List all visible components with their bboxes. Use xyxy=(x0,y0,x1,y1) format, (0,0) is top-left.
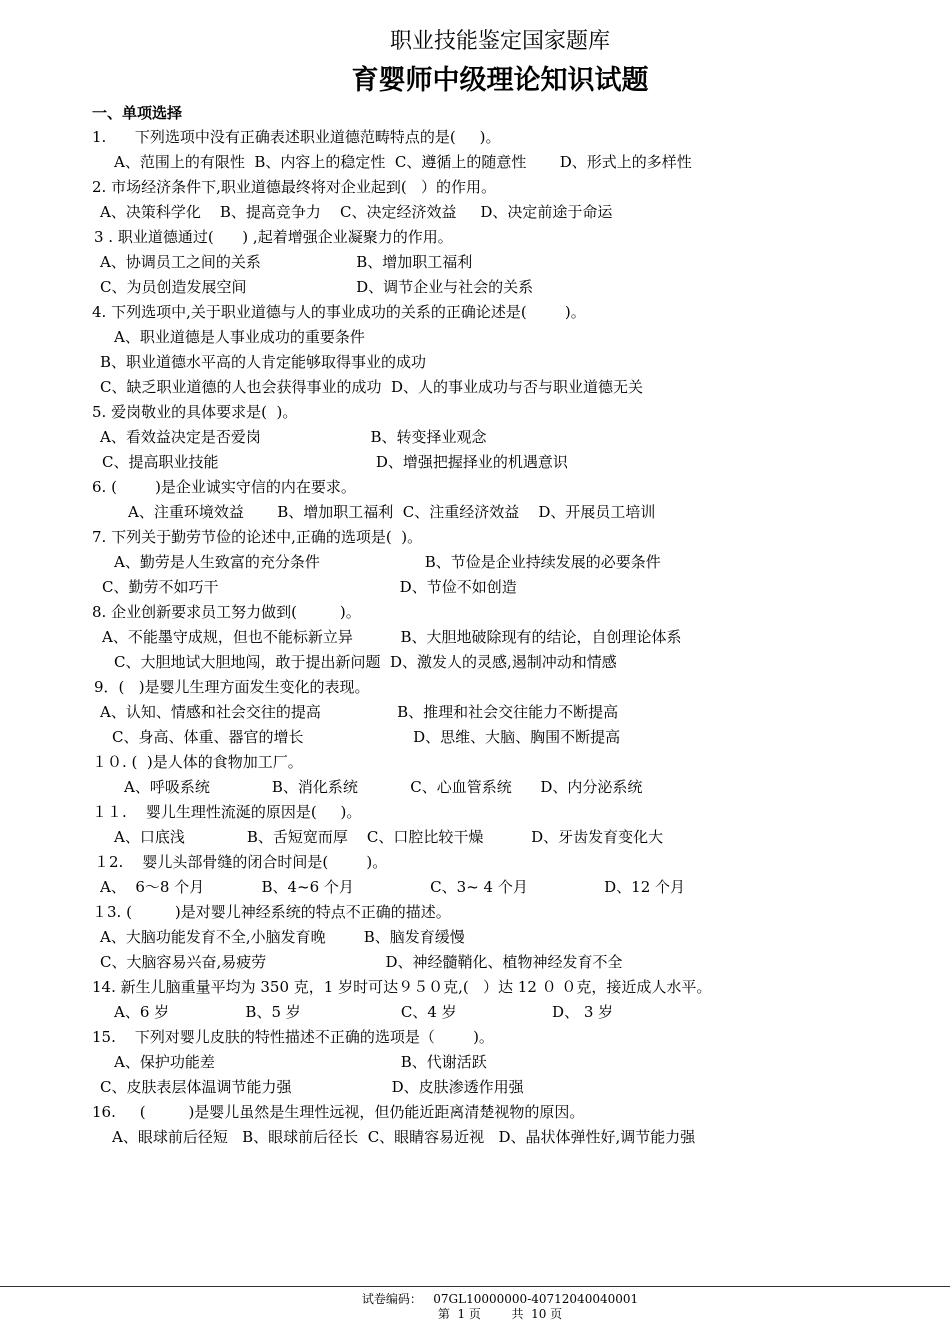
question-12-options: A、 6～8 个月 B、4~6 个月 C、3~ 4 个月 D、12 个月 xyxy=(100,878,686,896)
question-11-options: A、口底浅 B、舌短宽而厚 C、口腔比较干燥 D、牙齿发育变化大 xyxy=(114,828,664,846)
question-15-options-ab: A、保护功能差 B、代谢活跃 xyxy=(114,1053,487,1071)
question-7-options-cd: C、勤劳不如巧干 D、节俭不如创造 xyxy=(102,578,517,596)
question-5-options-cd: C、提高职业技能 D、增强把握择业的机遇意识 xyxy=(102,453,568,471)
question-4: 4. 下列选项中,关于职业道德与人的事业成功的关系的正确论述是( )。 xyxy=(92,303,586,321)
question-7: 7. 下列关于勤劳节俭的论述中,正确的选项是( )。 xyxy=(92,528,423,546)
question-15-options-cd: C、皮肤表层体温调节能力强 D、皮肤渗透作用强 xyxy=(100,1078,524,1096)
question-4-option-b: B、职业道德水平高的人肯定能够取得事业的成功 xyxy=(100,353,427,371)
question-6-options: A、注重环境效益 B、增加职工福利 C、注重经济效益 D、开展员工培训 xyxy=(128,503,656,521)
question-1-options: A、范围上的有限性 B、内容上的稳定性 C、遵循上的随意性 D、形式上的多样性 xyxy=(114,153,692,171)
question-3: 3 . 职业道德通过( ) ,起着增强企业凝聚力的作用。 xyxy=(94,228,453,246)
exam-subtitle: 育婴师中级理论知识试题 xyxy=(351,65,649,96)
question-10: １０. ( )是人体的食物加工厂。 xyxy=(92,753,303,771)
exam-code: 试卷编码： 07GL10000000-40712040040001 xyxy=(361,1292,639,1306)
question-12: １2. 婴儿头部骨缝的闭合时间是( )。 xyxy=(94,853,388,871)
question-4-options-cd: C、缺乏职业道德的人也会获得事业的成功 D、人的事业成功与否与职业道德无关 xyxy=(100,378,644,396)
question-4-option-a: A、职业道德是人事业成功的重要条件 xyxy=(114,328,365,346)
question-7-options-ab: A、勤劳是人生致富的充分条件 B、节俭是企业持续发展的必要条件 xyxy=(114,553,661,571)
question-5: 5. 爱岗敬业的具体要求是( )。 xyxy=(92,403,298,421)
question-13-options-ab: A、大脑功能发育不全,小脑发育晚 B、脑发育缓慢 xyxy=(100,928,465,946)
question-13: １3. ( )是对婴儿神经系统的特点不正确的描述。 xyxy=(92,903,451,921)
section-heading: 一、单项选择 xyxy=(92,104,183,122)
question-9-options-ab: A、认知、情感和社会交往的提高 B、推理和社会交往能力不断提高 xyxy=(100,703,619,721)
question-3-options-ab: A、协调员工之间的关系 B、增加职工福利 xyxy=(100,253,473,271)
document-title: 职业技能鉴定国家题库 xyxy=(389,29,610,54)
question-2: 2. 市场经济条件下,职业道德最终将对企业起到( ）的作用。 xyxy=(92,178,497,196)
footer-divider xyxy=(0,1286,950,1287)
question-2-options: A、决策科学化 B、提高竞争力 C、决定经济效益 D、决定前途于命运 xyxy=(100,203,613,221)
question-8: 8. 企业创新要求员工努力做到( )。 xyxy=(92,603,361,621)
page-number: 第 1 页 共 10 页 xyxy=(437,1307,563,1321)
question-3-options-cd: C、为员创造发展空间 D、调节企业与社会的关系 xyxy=(100,278,534,296)
question-14-options: A、6 岁 B、5 岁 C、4 岁 D、 3 岁 xyxy=(114,1003,614,1021)
question-8-options-ab: A、不能墨守成规，但也不能标新立异 B、大胆地破除现有的结论，自创理论体系 xyxy=(102,628,682,646)
question-8-options-cd: C、大胆地试大胆地闯，敢于提出新问题 D、激发人的灵感,遏制冲动和情感 xyxy=(114,653,617,671)
question-16-options: A、眼球前后径短 B、眼球前后径长 C、眼睛容易近视 D、晶状体弹性好,调节能力强 xyxy=(112,1128,696,1146)
question-16: 16. ( )是婴儿虽然是生理性远视，但仍能近距离清楚视物的原因。 xyxy=(92,1103,585,1121)
question-14: 14. 新生儿脑重量平均为 350 克，1 岁时可达９５０克,( ）达 12 ０ ０克，接近成人水平。 xyxy=(92,978,712,996)
question-15: 15. 下列对婴儿皮肤的特性描述不正确的选项是（ )。 xyxy=(92,1028,494,1046)
question-6: 6. ( )是企业诚实守信的内在要求。 xyxy=(92,478,356,496)
question-13-options-cd: C、大脑容易兴奋,易疲劳 D、神经髓鞘化、植物神经发育不全 xyxy=(100,953,623,971)
question-11: １１. 婴儿生理性流涎的原因是( )。 xyxy=(92,803,362,821)
question-10-options: A、呼吸系统 B、消化系统 C、心血管系统 D、内分泌系统 xyxy=(124,778,643,796)
question-5-options-ab: A、看效益决定是否爱岗 B、转变择业观念 xyxy=(100,428,487,446)
question-9: 9．( )是婴儿生理方面发生变化的表现。 xyxy=(94,678,370,696)
question-9-options-cd: C、身高、体重、器官的增长 D、思维、大脑、胸围不断提高 xyxy=(112,728,621,746)
question-1: 1. 下列选项中没有正确表述职业道德范畴特点的是( )。 xyxy=(92,128,501,146)
